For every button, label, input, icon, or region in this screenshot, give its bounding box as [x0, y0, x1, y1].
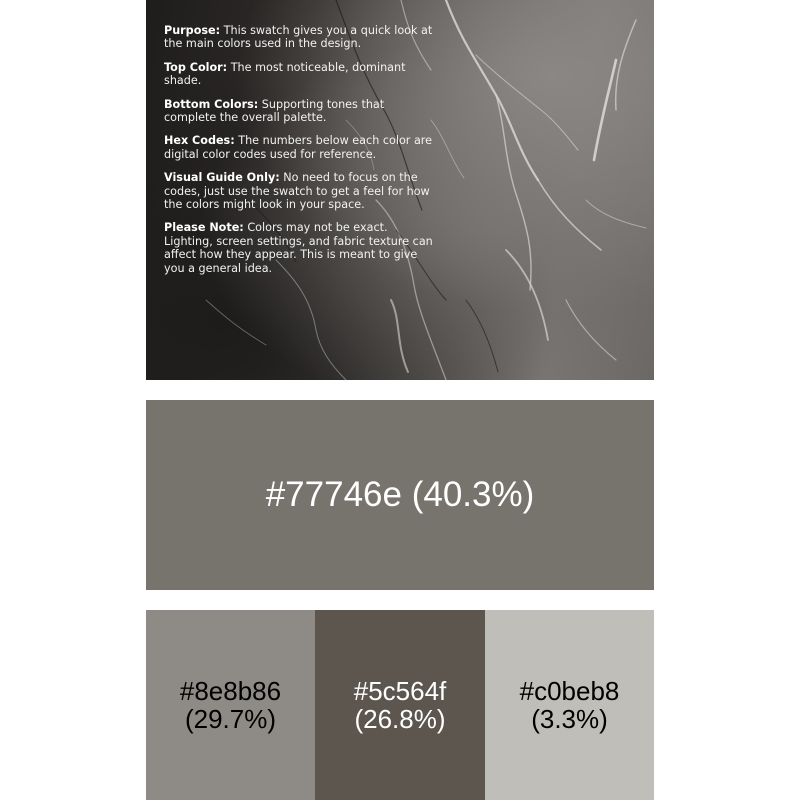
swatch-3-code: #c0beb8: [519, 676, 620, 706]
color-swatch-2: [315, 610, 485, 800]
info-please-note: Please Note: Colors may not be exact. Lighting, screen settings, and fabric texture can affect how they appear. This is meant to give you a general idea.: [164, 221, 433, 275]
info-text-block: [164, 24, 434, 285]
info-purpose: Purpose: This swatch gives you a quick look at the main colors used in the design.: [164, 24, 433, 51]
info-top-color: Top Color: The most noticeable, dominant shade.: [164, 60, 406, 88]
info-hex-codes: Hex Codes: The numbers below each color are digital color codes used for reference.: [164, 134, 433, 161]
color-swatch-3: [485, 610, 654, 800]
swatch-3-percent: (3.3%): [531, 704, 608, 734]
main-color-swatch: [146, 400, 654, 590]
color-swatch-1: [146, 610, 315, 800]
swatch-2-percent: (26.8%): [354, 704, 446, 734]
swatch-2-code: #5c564f: [353, 676, 447, 706]
marble-texture-image: [146, 0, 654, 380]
info-bottom-colors: Bottom Colors: Supporting tones that complete the overall palette.: [164, 97, 385, 125]
main-swatch-label: #77746e (40.3%): [265, 475, 535, 514]
swatch-1-percent: (29.7%): [184, 704, 277, 734]
info-visual-guide: Visual Guide Only: No need to focus on the codes, just use the swatch to get a feel for how the colors might look in your space.: [164, 171, 430, 212]
swatch-1-code: #8e8b86: [179, 676, 282, 706]
